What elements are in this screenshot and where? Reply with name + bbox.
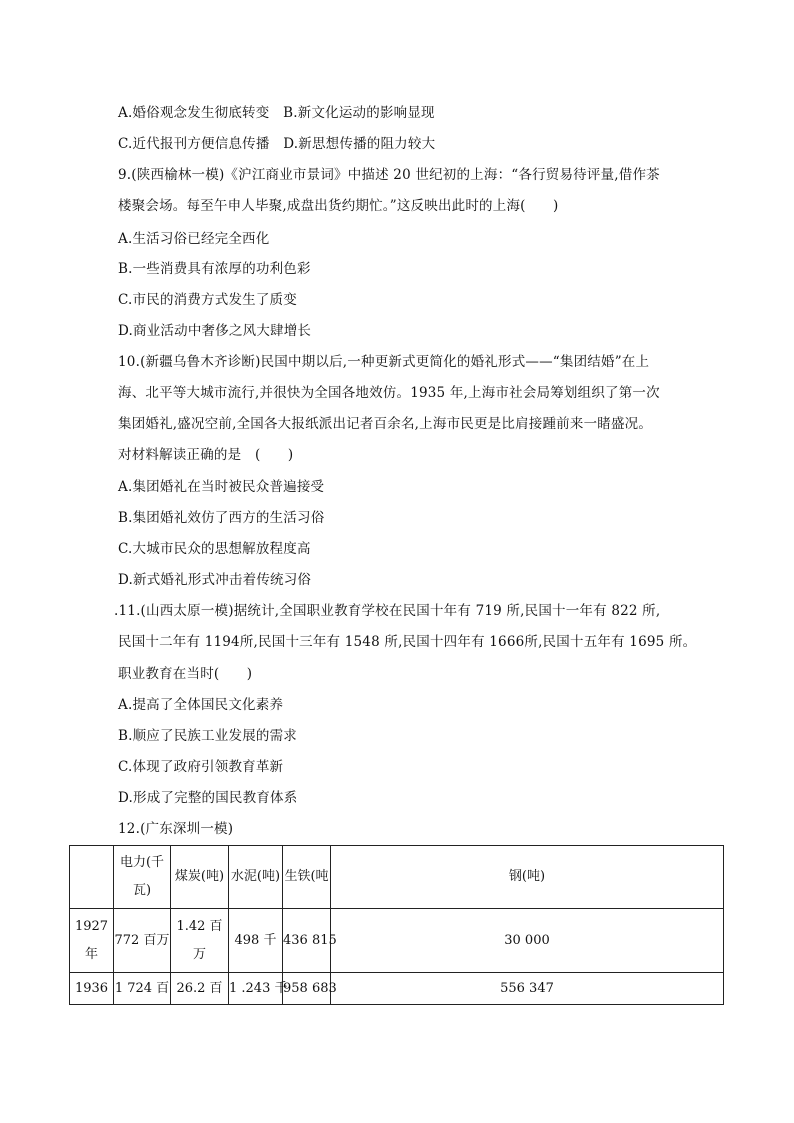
q9-option-c: C.市民的消费方式发生了质变 <box>118 292 297 308</box>
table-header-blank <box>70 846 114 909</box>
q10-option-d: D.新式婚礼形式冲击着传统习俗 <box>118 572 312 588</box>
industry-output-table <box>69 845 724 1005</box>
table-cell-coal: 26.2 百 <box>171 973 229 1005</box>
table-header-power: 电力(千瓦) <box>114 846 171 909</box>
table-row <box>70 973 724 1005</box>
q8-option-cd: C.近代报刊方便信息传播 D.新思想传播的阻力较大 <box>118 136 436 152</box>
q10-option-a: A.集团婚礼在当时被民众普遍接受 <box>118 479 325 495</box>
table-header-coal: 煤炭(吨) <box>171 846 229 909</box>
table-cell-steel: 556 347 <box>331 973 724 1005</box>
q11-stem-line-2: 民国十二年有 1194所,民国十三年有 1548 所,民国十四年有 1666所,民国十五年有 1695 所。 <box>118 634 697 650</box>
q9-stem-line-2: 楼聚会场。每至午申人毕聚,成盘出货约期忙。”这反映出此时的上海( ) <box>118 198 559 214</box>
q10-option-b: B.集团婚礼效仿了西方的生活习俗 <box>118 510 325 526</box>
q9-option-a: A.生活习俗已经完全西化 <box>118 231 270 247</box>
q11-stem-line-1: .11.(山西太原一模)据统计,全国职业教育学校在民国十年有 719 所,民国十一年有 822 所, <box>114 603 661 619</box>
q9-option-b: B.一些消费具有浓厚的功利色彩 <box>118 261 311 277</box>
table-cell-pig-iron: 436 815 <box>283 909 331 973</box>
table-cell-power: 772 百万 <box>114 909 171 973</box>
q11-option-d: D.形成了完整的国民教育体系 <box>118 790 298 806</box>
q12-stem: 12.(广东深圳一模) <box>118 821 234 837</box>
table-cell-cement: 498 千 <box>229 909 283 973</box>
table-cell-year: 1936 <box>70 973 114 1005</box>
table-header-cement: 水泥(吨) <box>229 846 283 909</box>
q11-option-c: C.体现了政府引领教育革新 <box>118 759 284 775</box>
table-cell-coal: 1.42 百万 <box>171 909 229 973</box>
q10-stem-line-1: 10.(新疆乌鲁木齐诊断)民国中期以后,一种更新式更简化的婚礼形式——“集团结婚”在上 <box>118 354 650 370</box>
table-cell-pig-iron: 958 683 <box>283 973 331 1005</box>
table-row <box>70 909 724 973</box>
q11-option-a: A.提高了全体国民文化素养 <box>118 697 284 713</box>
table-header-row <box>70 846 724 909</box>
table-cell-year: 1927年 <box>70 909 114 973</box>
q11-option-b: B.顺应了民族工业发展的需求 <box>118 728 298 744</box>
q11-stem-line-3: 职业教育在当时( ) <box>118 666 253 682</box>
q10-stem-line-2: 海、北平等大城市流行,并很快为全国各地效仿。1935 年,上海市社会局筹划组织了第一次 <box>118 385 660 401</box>
table-cell-power: 1 724 百 <box>114 973 171 1005</box>
q10-stem-line-4: 对材料解读正确的是 ( ) <box>118 447 294 463</box>
q9-stem-line-1: 9.(陕西榆林一模)《沪江商业市景词》中描述 20 世纪初的上海：“各行贸易待评量,借作茶 <box>118 167 660 183</box>
table-header-steel: 钢(吨) <box>331 846 724 909</box>
q8-option-ab: A.婚俗观念发生彻底转变 B.新文化运动的影响显现 <box>118 105 435 121</box>
table-cell-steel: 30 000 <box>331 909 724 973</box>
q9-option-d: D.商业活动中奢侈之风大肆增长 <box>118 323 312 339</box>
table-header-pig-iron: 生铁(吨 <box>283 846 331 909</box>
q10-option-c: C.大城市民众的思想解放程度高 <box>118 541 311 557</box>
q10-stem-line-3: 集团婚礼,盛况空前,全国各大报纸派出记者百余名,上海市民更是比肩接踵前来一睹盛况。 <box>118 416 653 432</box>
table-cell-cement: 1 .243 千 <box>229 973 283 1005</box>
